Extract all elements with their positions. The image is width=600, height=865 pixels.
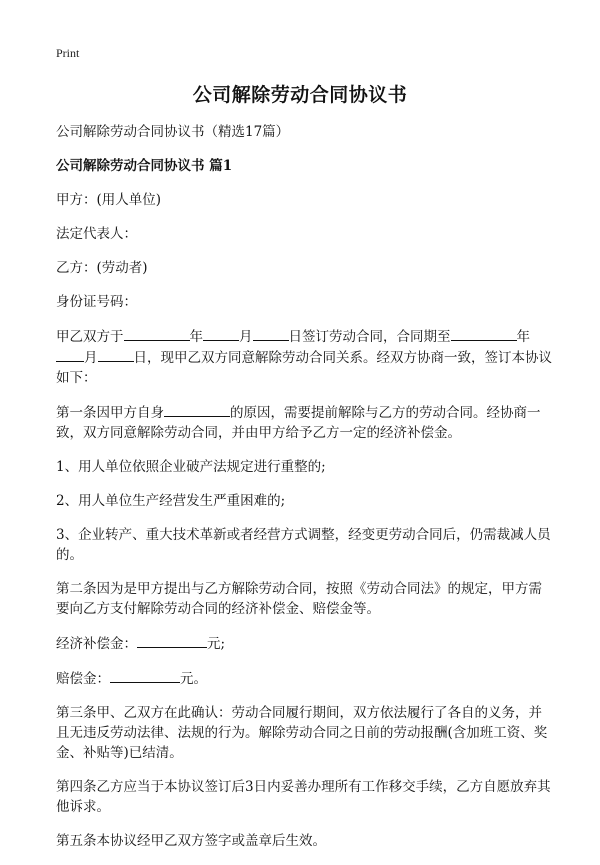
damages-blank[interactable] — [110, 668, 180, 683]
month-blank-1[interactable] — [203, 326, 239, 341]
print-label[interactable]: Print — [56, 46, 80, 60]
legal-rep-line: 法定代表人： — [56, 226, 137, 242]
document-body — [56, 122, 552, 865]
id-number-line: 身份证号码： — [56, 294, 137, 310]
intro-text-2: 年 — [189, 329, 203, 345]
article-3-paragraph: 第三条甲、乙双方在此确认：劳动合同履行期间，双方依法履行了各自的义务，并且无违反劳动法律、法规的行为。解除劳动合同之日前的劳动报酬(含加班工资、奖金、补贴等)已结清。 — [56, 705, 548, 761]
damages-label: 赔偿金： — [56, 671, 110, 687]
intro-text-7: 日，现甲乙双方同意解除劳动合同关系。经双方协商一致，签订本协议如下： — [56, 350, 552, 386]
article-4-paragraph: 第四条乙方应当于本协议签订后3日内妥善办理所有工作移交手续，乙方自愿放弃其他诉求。 — [56, 779, 551, 815]
party-a-line: 甲方：(用人单位) — [56, 192, 162, 208]
document-title: 公司解除劳动合同协议书 — [192, 84, 408, 106]
article-1-text-1: 第一条因甲方自身 — [56, 405, 164, 421]
month-blank-2-lead[interactable] — [56, 347, 84, 362]
compensation-label: 经济补偿金： — [56, 636, 137, 652]
damages-line — [56, 668, 552, 689]
article-1-text-2: 的原因，需要提前解除与乙方的劳动合同。经协商一致，双方同意解除劳动合同，并由甲方给予乙方一定的经济补偿金。 — [56, 405, 541, 441]
article-5-paragraph: 第五条本协议经甲乙双方签字或盖章后生效。 — [56, 833, 326, 849]
intro-text-6: 月 — [84, 350, 98, 366]
subtitle: 公司解除劳动合同协议书（精选17篇） — [56, 124, 290, 140]
list-item-2: 2、用人单位生产经营发生严重困难的; — [56, 493, 286, 509]
compensation-unit: 元; — [207, 636, 226, 652]
intro-text-1: 甲乙双方于 — [56, 329, 124, 345]
party-b-line: 乙方：(劳动者) — [56, 260, 148, 276]
reason-blank[interactable] — [164, 402, 230, 417]
article-2-paragraph: 第二条因为是甲方提出与乙方解除劳动合同，按照《劳动合同法》的规定，甲方需要向乙方支付解除劳动合同的经济补偿金、赔偿金等。 — [56, 581, 542, 617]
year-blank-1[interactable] — [124, 326, 190, 341]
intro-text-3: 月 — [239, 329, 253, 345]
compensation-blank[interactable] — [137, 633, 207, 648]
intro-text-4: 日签订劳动合同，合同期至 — [288, 329, 451, 345]
day-blank-1[interactable] — [253, 326, 289, 341]
list-item-1: 1、用人单位依照企业破产法规定进行重整的; — [56, 459, 326, 475]
damages-unit: 元。 — [180, 671, 207, 687]
article-1-paragraph — [56, 402, 552, 443]
intro-paragraph — [56, 326, 552, 388]
day-blank-2[interactable] — [98, 347, 134, 362]
year-blank-2[interactable] — [451, 326, 517, 341]
section-heading: 公司解除劳动合同协议书 篇1 — [56, 158, 233, 174]
compensation-line — [56, 633, 552, 654]
intro-text-5: 年 — [516, 329, 530, 345]
list-item-3: 3、企业转产、重大技术革新或者经营方式调整，经变更劳动合同后，仍需裁减人员的。 — [56, 527, 551, 563]
